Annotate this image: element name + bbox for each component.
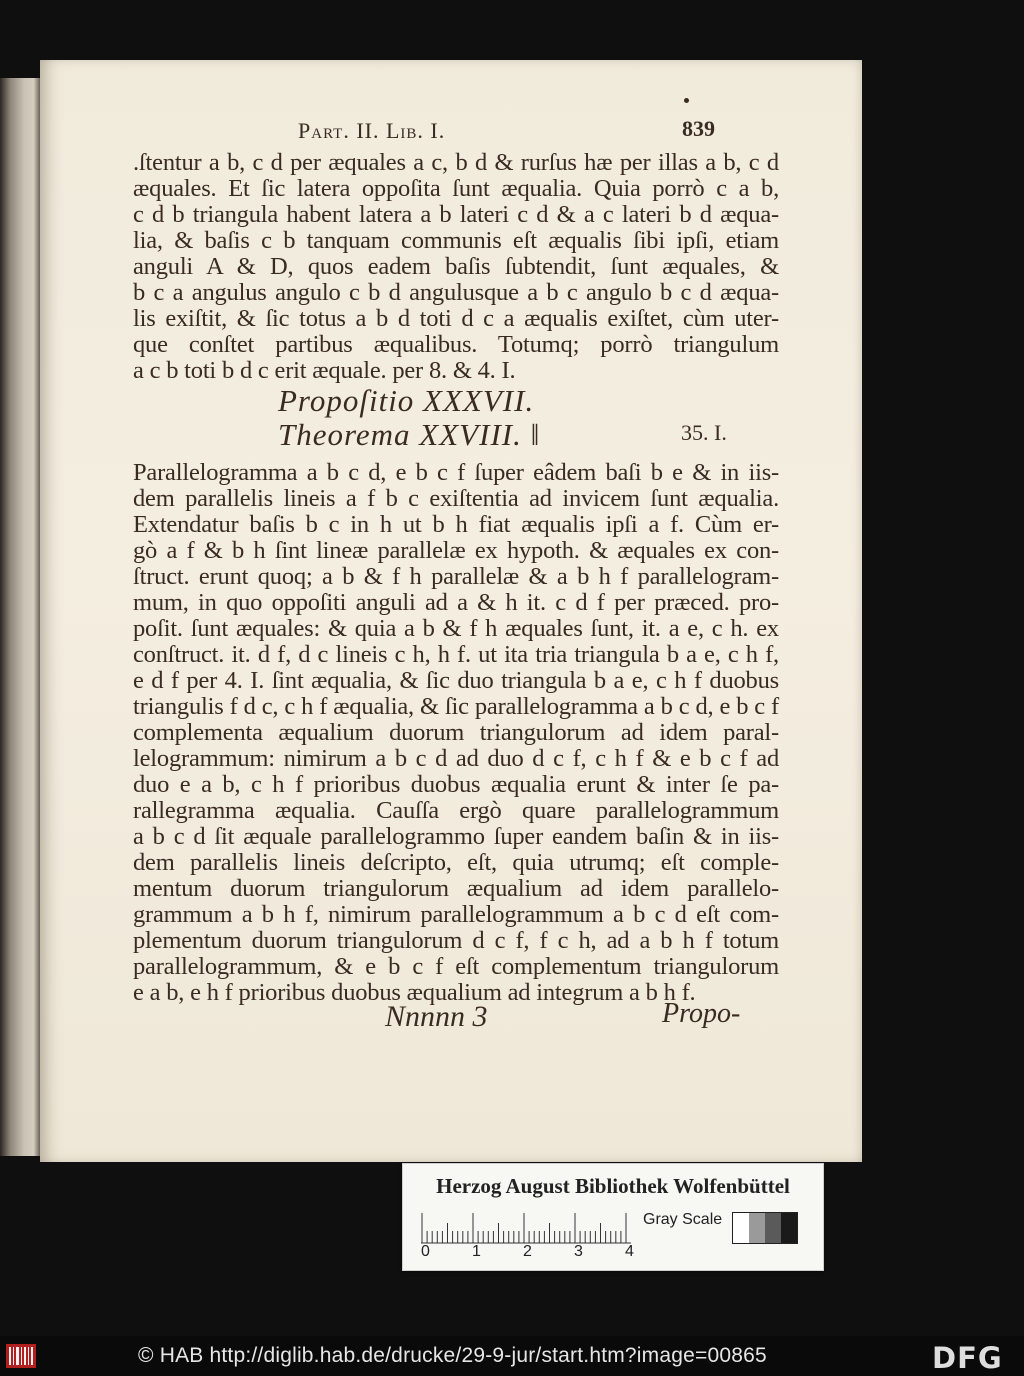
- previous-page-edge: [0, 78, 40, 1156]
- footer-bar: [0, 1336, 1024, 1376]
- text-line: conſtruct. it. d f, d c lineis c h, h f. ut ita tria triangula b a e, c h f,: [133, 641, 779, 668]
- text-line: .ſtentur a b, c d per æquales a c, b d & rurſus hæ per illas a b, c d: [133, 149, 779, 176]
- ink-dot: [684, 98, 689, 103]
- text-line: lelogrammum: nimirum a b c d ad duo d c f, c h f & e b c f ad: [133, 745, 779, 772]
- book-page: [40, 60, 862, 1162]
- text-line: a c b toti b d c erit æquale. per 8. & 4. I.: [133, 357, 516, 384]
- text-line: a b c d ſit æquale parallelogrammo ſuper eandem baſin & in iis-: [133, 823, 779, 850]
- text-line: e a b, e h f prioribus duobus æqualium ad integrum a b h f.: [133, 979, 696, 1006]
- text-line: ſtruct. erunt quoq; a b & f h parallelæ & a b h f parallelogram-: [133, 563, 779, 590]
- signature-mark: Nnnnn 3: [385, 1000, 488, 1033]
- text-line: æquales. Et ſic latera oppoſita ſunt æqualia. Quia porrò c a b,: [133, 175, 779, 202]
- text-line: duo e a b, c h f prioribus duobus æqualia erunt & inter ſe pa-: [133, 771, 779, 798]
- margin-reference: 35. I.: [681, 420, 727, 445]
- text-line: b c a angulus angulo c b d angulusque a b c angulo b c d æqua-: [133, 279, 779, 306]
- gray-scale-label: Gray Scale: [643, 1211, 723, 1228]
- text-line: dem parallelis lineis deſcripto, eſt, quia utrumq; eſt comple-: [133, 849, 779, 876]
- text-line: anguli A & D, quos eadem baſis ſubtendit, ſunt æquales, &: [133, 253, 779, 280]
- gray-patch: [781, 1213, 797, 1243]
- text-line: gò a f & b h ſint lineæ parallelæ ex hypoth. & æquales ex con-: [133, 537, 779, 564]
- copyright-url: © HAB http://diglib.hab.de/drucke/29-9-jur/start.htm?image=00865: [138, 1344, 767, 1367]
- text-line: poſit. ſunt æquales: & quia a b & f h æquales ſunt, it. a e, c h. ex: [133, 615, 779, 642]
- proposition-heading: Propoſitio XXXVII.: [278, 383, 535, 418]
- text-line: grammum a b h f, nimirum parallelogrammum a b c d eſt com-: [133, 901, 779, 928]
- gray-patch: [733, 1213, 749, 1243]
- ruler-number: 4: [625, 1243, 634, 1260]
- ruler-number: 0: [421, 1243, 430, 1260]
- gray-scale-patches: [732, 1212, 798, 1244]
- ruler-number: 1: [472, 1243, 481, 1260]
- dfg-logo: DFG: [932, 1341, 1003, 1375]
- ruler-scale: [421, 1209, 637, 1245]
- page-number: 839: [682, 116, 715, 141]
- text-line: plementum duorum triangulorum d c f, f c h, ad a b h f totum: [133, 927, 779, 954]
- gray-patch: [765, 1213, 781, 1243]
- text-line: triangulis f d c, c h f æqualia, & ſic parallelogramma a b c d, e b c f: [133, 693, 779, 720]
- theorem-heading: Theorema XXVIII. ‖: [278, 417, 541, 452]
- text-line: mentum duorum triangulorum æqualium ad idem parallelo-: [133, 875, 779, 902]
- running-head: Part. II. Lib. I.: [298, 118, 446, 143]
- gray-patch: [749, 1213, 765, 1243]
- text-line: rallegramma æqualia. Cauſſa ergò quare parallelogrammum: [133, 797, 779, 824]
- library-name: Herzog August Bibliothek Wolfenbüttel: [436, 1174, 790, 1198]
- text-line: c d b triangula habent latera a b lateri c d & a c lateri b d æqua-: [133, 201, 779, 228]
- text-line: mum, in quo oppoſiti anguli ad a & h it. c d f per præced. pro-: [133, 589, 779, 616]
- catchword: Propo-: [662, 998, 741, 1029]
- text-line: complementa æqualium duorum triangulorum ad idem paral-: [133, 719, 779, 746]
- color-calibration-card: [402, 1163, 824, 1271]
- text-line: parallelogrammum, & e b c f eſt complementum triangulorum: [133, 953, 779, 980]
- text-line: e d f per 4. I. ſint æqualia, & ſic duo triangula b a e, c h f duobus: [133, 667, 779, 694]
- ruler-number: 2: [523, 1243, 532, 1260]
- text-line: lia, & baſis c b tanquam communis eſt æqualis ſibi ipſi, etiam: [133, 227, 779, 254]
- text-line: Parallelogramma a b c d, e b c f ſuper eâdem baſi b e & in iis-: [133, 459, 779, 486]
- text-line: dem parallelis lineis a f b c exiſtentia ad invicem ſunt æqualia.: [133, 485, 779, 512]
- ruler-number: 3: [574, 1243, 583, 1260]
- text-line: que conſtet partibus æqualibus. Totumq; porrò triangulum: [133, 331, 779, 358]
- text-line: lis exiſtit, & ſic totus a b d toti d c a æqualis exiſtet, cùm uter-: [133, 305, 779, 332]
- text-line: Extendatur baſis b c in h ut b h fiat æqualis ipſi a f. Cùm er-: [133, 511, 779, 538]
- barcode-icon: [6, 1344, 36, 1368]
